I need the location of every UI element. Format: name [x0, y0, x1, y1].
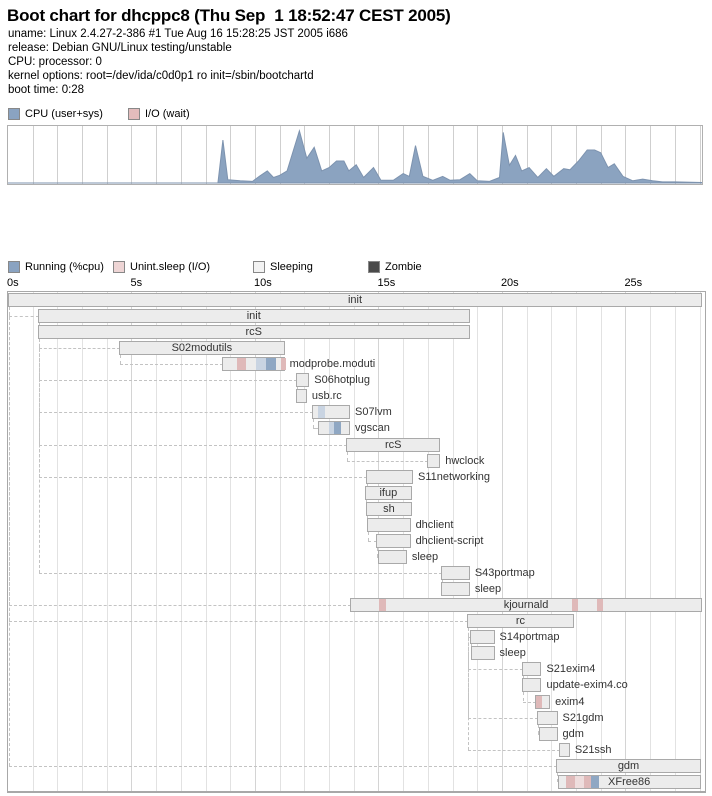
process-bar-S21gdm [537, 711, 558, 725]
cpu-usage-chart [7, 125, 703, 185]
process-bar-sleep [378, 550, 406, 564]
process-label: exim4 [555, 695, 585, 708]
axis-tick-label: 15s [377, 277, 396, 289]
process-label: rc [515, 615, 526, 628]
process-bar-S21exim4 [522, 662, 542, 676]
tree-connector-vertical [9, 307, 10, 766]
process-bar-init [38, 309, 470, 323]
state-segment-running_light [318, 406, 325, 418]
tree-connector-horizontal [347, 461, 427, 462]
process-label: S21ssh [574, 743, 612, 756]
gantt-gridline [82, 292, 83, 791]
process-bar-rc [467, 614, 573, 628]
process-label: modprobe.moduti [289, 358, 376, 371]
tree-connector-horizontal [39, 412, 313, 413]
gantt-gridline [156, 292, 157, 791]
system-info-line: kernel options: root=/dev/ida/c0d0p1 ro init=/sbin/bootchartd [8, 70, 314, 82]
process-bar-update-exim4.co [522, 678, 542, 692]
zombie-swatch [368, 261, 380, 273]
gantt-gridline [131, 292, 132, 791]
gantt-gridline [650, 292, 651, 791]
process-label: S21gdm [562, 711, 604, 724]
process-bar-dhclient [367, 518, 410, 532]
axis-tick-label: 20s [500, 277, 519, 289]
gantt-gridline [625, 292, 626, 791]
process-bar-XFree86 [558, 775, 701, 789]
process-label: XFree86 [608, 775, 651, 788]
process-label: S21exim4 [546, 663, 596, 676]
cpu-legend [8, 108, 408, 120]
process-label: update-exim4.co [546, 679, 628, 692]
process-bar-kjournald [350, 598, 702, 612]
tree-connector-horizontal [120, 364, 222, 365]
gantt-gridline [502, 292, 503, 791]
system-info-line: uname: Linux 2.4.27-2-386 #1 Tue Aug 16 15:28:25 JST 2005 i686 [8, 28, 348, 40]
zombie-legend-label: Zombie [385, 261, 422, 273]
io-legend-label: I/O (wait) [145, 108, 190, 120]
process-bar-sh [366, 502, 412, 516]
tree-connector-horizontal [39, 477, 367, 478]
system-info-line: release: Debian GNU/Linux testing/unstable [8, 42, 232, 54]
process-bar-sleep [441, 582, 469, 596]
process-bar-exim4 [535, 695, 550, 709]
process-label: gdm [562, 727, 584, 740]
tree-connector-horizontal [9, 621, 468, 622]
tree-connector-horizontal [468, 669, 522, 670]
process-bar-ifup [365, 486, 412, 500]
process-label: ifup [379, 486, 398, 499]
tree-connector-horizontal [39, 380, 297, 381]
process-bar-S07lvm [312, 405, 350, 419]
process-bar-S43portmap [441, 566, 469, 580]
tree-connector-vertical [39, 339, 40, 573]
process-label: kjournald [503, 599, 549, 612]
gantt-gridline [527, 292, 528, 791]
state-segment-io [281, 358, 286, 370]
process-label: S43portmap [474, 567, 535, 580]
legend-item-cpu [8, 108, 103, 120]
legend-item-sleeping [253, 261, 313, 273]
io-swatch [128, 108, 140, 120]
process-label: S11networking [418, 470, 490, 483]
state-segment-io [536, 696, 542, 708]
process-state-legend [8, 261, 704, 273]
process-label: S07lvm [355, 406, 392, 419]
gantt-gridline [700, 292, 701, 791]
unint-sleep-legend-label: Unint.sleep (I/O) [130, 261, 211, 273]
state-segment-io [237, 358, 246, 370]
process-label: gdm [617, 759, 640, 772]
running-legend-label: Running (%cpu) [25, 261, 104, 273]
tree-connector-vertical [120, 355, 121, 364]
time-axis [8, 277, 704, 290]
cpu-swatch [8, 108, 20, 120]
cpu-area-svg [8, 126, 702, 184]
process-bar-usb.rc [296, 389, 307, 403]
process-bar-S14portmap [470, 630, 495, 644]
axis-tick-label: 5s [130, 277, 143, 289]
tree-connector-vertical [313, 419, 314, 428]
gantt-gridline [57, 292, 58, 791]
axis-tick-label: 10s [253, 277, 272, 289]
process-label: sh [383, 502, 395, 515]
process-bar-rcS [346, 438, 440, 452]
tree-connector-horizontal [468, 718, 537, 719]
unint-sleep-swatch [113, 261, 125, 273]
process-label: dhclient-script [415, 534, 484, 547]
process-label: S02modutils [171, 342, 233, 355]
process-bar-sleep [471, 646, 494, 660]
legend-item-unint-sleep [113, 261, 210, 273]
tree-connector-vertical [368, 532, 369, 541]
tree-connector-horizontal [9, 605, 351, 606]
system-info-line: boot time: 0:28 [8, 84, 85, 96]
process-bar-dhclient-script [376, 534, 411, 548]
system-info-line: CPU: processor: 0 [8, 56, 102, 68]
gantt-gridline [33, 292, 34, 791]
tree-connector-horizontal [39, 445, 348, 446]
tree-connector-horizontal [39, 573, 443, 574]
process-label: vgscan [355, 422, 390, 435]
process-label: dhclient [415, 518, 454, 531]
tree-connector-horizontal [9, 766, 557, 767]
process-bar-init [8, 293, 702, 307]
process-bar-gdm [556, 759, 700, 773]
process-bar-rcS [38, 325, 470, 339]
sleeping-legend-label: Sleeping [270, 261, 313, 273]
process-bar-hwclock [427, 454, 441, 468]
process-bar-modprobe.moduti [222, 357, 285, 371]
process-label: rcS [385, 438, 402, 451]
process-label: init [347, 294, 363, 306]
state-segment-running_light [256, 358, 266, 370]
legend-item-io [128, 108, 190, 120]
tree-connector-vertical [468, 628, 469, 749]
process-bar-S06hotplug [296, 373, 310, 387]
gantt-gridline [675, 292, 676, 791]
running-swatch [8, 261, 20, 273]
process-label: sleep [474, 583, 502, 596]
state-segment-running [334, 422, 341, 434]
state-segment-running [266, 358, 276, 370]
tree-connector-horizontal [523, 702, 537, 703]
gantt-gridline [206, 292, 207, 791]
tree-connector-horizontal [468, 750, 559, 751]
tree-connector-vertical [523, 692, 524, 701]
page-title: Boot chart for dhcppc8 (Thu Sep 1 18:52:47 CEST 2005) [7, 6, 451, 25]
legend-item-running [8, 261, 104, 273]
sleeping-swatch [253, 261, 265, 273]
process-bar-gdm [539, 727, 558, 741]
process-label: init [246, 310, 261, 323]
axis-tick-label: 0s [7, 277, 19, 289]
axis-tick-label: 25s [624, 277, 643, 289]
process-bar-S21ssh [559, 743, 570, 757]
process-label: hwclock [445, 454, 485, 467]
process-bar-S11networking [366, 470, 413, 484]
process-label: sleep [499, 647, 526, 660]
process-label: rcS [245, 326, 262, 339]
gantt-gridline [107, 292, 108, 791]
process-label: usb.rc [311, 390, 342, 403]
tree-connector-vertical [347, 452, 348, 461]
tree-connector-horizontal [39, 348, 121, 349]
gantt-gridline [181, 292, 182, 791]
tree-connector-horizontal [9, 316, 39, 317]
process-label: sleep [411, 550, 439, 563]
process-bar-S02modutils [119, 341, 284, 355]
process-bar-vgscan [318, 421, 350, 435]
process-label: S06hotplug [314, 374, 370, 387]
legend-item-zombie [368, 261, 422, 273]
cpu-legend-label: CPU (user+sys) [25, 108, 103, 120]
process-gantt-chart [7, 291, 706, 793]
process-label: S14portmap [499, 631, 560, 644]
